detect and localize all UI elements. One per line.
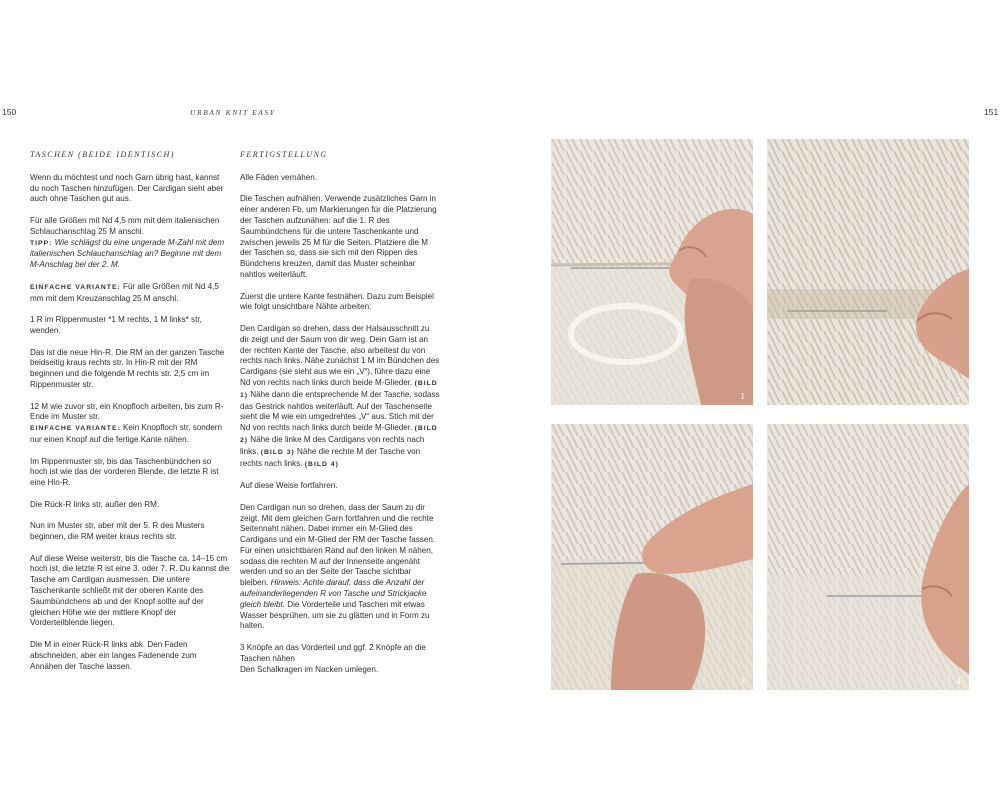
paragraph: Im Rippenmuster str, bis das Taschenbündchen so hoch ist wie das der vorderen Blende, die letzte R ist eine Hin-R. (30, 456, 219, 488)
paragraph: Die Taschen aufnähen. Verwende zusätzliches Garn in einer anderen Fb, um Markierungen für die Platzierung der Taschen aufzunähen: auf die 1. R des Saumbündchens für die untere Taschenkante und zwischen jeweils 25 M für die Seiten. Platziere die M der Taschen so, dass sie sich mit den Rippen des Bündchens kreuzen, damit das Muster scheinbar nahtlos weiterläuft. (240, 194, 437, 279)
paragraph: 12 M wie zuvor str, ein Knopfloch arbeiten, bis zum R-Ende im Muster str. (30, 401, 224, 422)
tip-label: TIPP: (30, 239, 53, 247)
variant-label: EINFACHE VARIANTE: (30, 283, 121, 291)
variant-text: Für alle Größen mit Nd 4,5 mm mit dem Kreuzanschlag 25 M anschl. (30, 281, 219, 303)
knit-fabric-illustration (551, 424, 753, 690)
column-finishing (240, 150, 440, 686)
running-head: URBAN KNIT EASY (190, 108, 276, 117)
photo-number: 2 (956, 392, 961, 401)
paragraph: Nun im Muster str, aber mit der 5. R des Musters beginnen, die RM weiter kraus rechts str. (30, 521, 205, 542)
instruction-text: Nähe dann die entsprechende M der Tasche, sodass das Gestrick nahtlos weiterläuft. Auf der Taschenseite sieht die M wie ein umgedrehtes „V“ aus. Stich mit der Nd von rechts nach links durch beide M-Glieder. (240, 389, 440, 433)
knitting-photo-3 (551, 424, 753, 690)
photo-number: 3 (740, 677, 745, 686)
instruction-text: Den Cardigan nun so drehen, dass der Saum zu dir zeigt. Mit dem gleichen Garn fortfahren und die rechte Seitennaht nähen. Dabei immer ein M-Glied des Cardigans und ein M-Glied der RM der Tasche fassen. Für einen unsichtbaren Rand auf den linken M nähen, sodass die rechten M auf der Innenseite angenäht werden und so an der Seite der Tasche sichtbar bleiben. (240, 502, 436, 588)
instruction-text: Die Vorderteile und Taschen mit etwas Wasser besprühen, um sie zu glätten und in Form zu halten. (240, 599, 430, 631)
knitting-photo-4 (767, 424, 969, 690)
section-heading-pockets: TASCHEN (BEIDE IDENTISCH) (30, 150, 175, 159)
photo-number: 1 (740, 392, 745, 401)
paragraph: 1 R im Rippenmuster *1 M rechts, 1 M links* str, wenden. (30, 315, 202, 335)
instruction-text: Nähe die rechte M der Tasche von rechts nach links. (240, 446, 421, 468)
knit-fabric-illustration (767, 139, 969, 405)
paragraph: Das ist die neue Hin-R. Die RM an der ganzen Tasche beidseitig kraus rechts str. In Hin-R mit der RM beginnen und die folgende M rechts str. 2,5 cm im Rippenmuster str. (30, 347, 225, 389)
paragraph: Zuerst die untere Kante festnähen. Dazu zum Beispiel wie folgt unsichtbare Nähte arbeiten: (240, 291, 434, 312)
instruction-text: Den Cardigan so drehen, dass der Halsausschnitt zu dir zeigt und der Saum von dir weg. Dein Garn ist an der rechten Kante der Tasche, also arbeitest du von rechts nach links. Nähe zunächst 1 M im Bündchen des Cardigans (sie sieht aus wie ein „V“), führe dazu eine Nd von rechts nach links durch beide M-Glieder. (240, 323, 440, 387)
variant-text: Kein Knopfloch str, sondern nur einen Knopf auf die fertige Kante nähen. (30, 423, 223, 444)
paragraph: Wenn du möchtest und noch Garn übrig hast, kannst du noch Taschen hinzufügen. Der Cardigan sieht aber auch ohne Taschen gut aus. (30, 172, 224, 204)
variant-paragraph (30, 282, 230, 305)
photo-number: 4 (956, 677, 961, 686)
knit-fabric-illustration (767, 424, 969, 690)
variant-label: EINFACHE VARIANTE: (30, 425, 121, 433)
paragraph: Auf diese Weise fortfahren. (240, 481, 338, 491)
section-heading-finishing: FERTIGSTELLUNG (240, 150, 328, 159)
paragraph: Die M in einer Rück-R links abk. Den Faden abschneiden, aber ein langes Fadenende zum Annähen der Tasche lassen. (30, 640, 197, 671)
page-number-right: 151 (984, 107, 999, 117)
paragraph (240, 503, 440, 633)
column-pockets (30, 150, 230, 683)
knit-fabric-illustration (551, 139, 753, 405)
paragraph: 3 Knöpfe an das Vorderteil und ggf. 2 Knöpfe an die Taschen nähen Den Schalkragen im Nacken umlegen. (240, 643, 426, 674)
knitting-photo-1 (551, 139, 753, 405)
tip-text: Wie schlägst du eine ungerade M-Zahl mit dem italienischen Schlauchanschlag an? Beginne mit dem M-Anschlag bei der 2. M. (30, 237, 225, 270)
image-ref-1: (BILD 1) (240, 379, 438, 399)
paragraph: Für alle Größen mit Nd 4,5 mm mit dem italienischen Schlauchanschlag 25 M anschl. (30, 215, 220, 236)
variant-paragraph (30, 423, 230, 446)
knitting-photo-2 (767, 139, 969, 405)
page-number-left: 150 (2, 107, 17, 117)
image-ref-2: (BILD 2) (240, 425, 438, 444)
hint-text: Hinweis: Achte darauf, dass die Anzahl der aufeinanderliegenden R von Tasche und Strickjacke gleich bleibt. (240, 578, 427, 609)
paragraph: Die Rück-R links str, außer den RM. (30, 499, 160, 509)
instruction-text: Nähe die linke M des Cardigans von rechts nach links. (240, 434, 425, 456)
image-ref-4: (BILD 4) (304, 460, 339, 468)
image-ref-3: (BILD 3) (260, 448, 295, 456)
tip-paragraph (30, 238, 230, 271)
paragraph (240, 324, 440, 470)
paragraph: Alle Fäden vernähen. (240, 172, 317, 182)
paragraph: Auf diese Weise weiterstr, bis die Tasche ca. 14–15 cm hoch ist, die letzte R ist eine 3. oder 7. R. Du kannst die Tasche am Cardigan ausmessen. Die untere Taschenkante schließt mit der oberen Kante des Saumbündchens ab und der Knopf sollte auf der gleichen Höhe wie der mittlere Knopf der Vorderteilblende liegen. (30, 553, 230, 628)
